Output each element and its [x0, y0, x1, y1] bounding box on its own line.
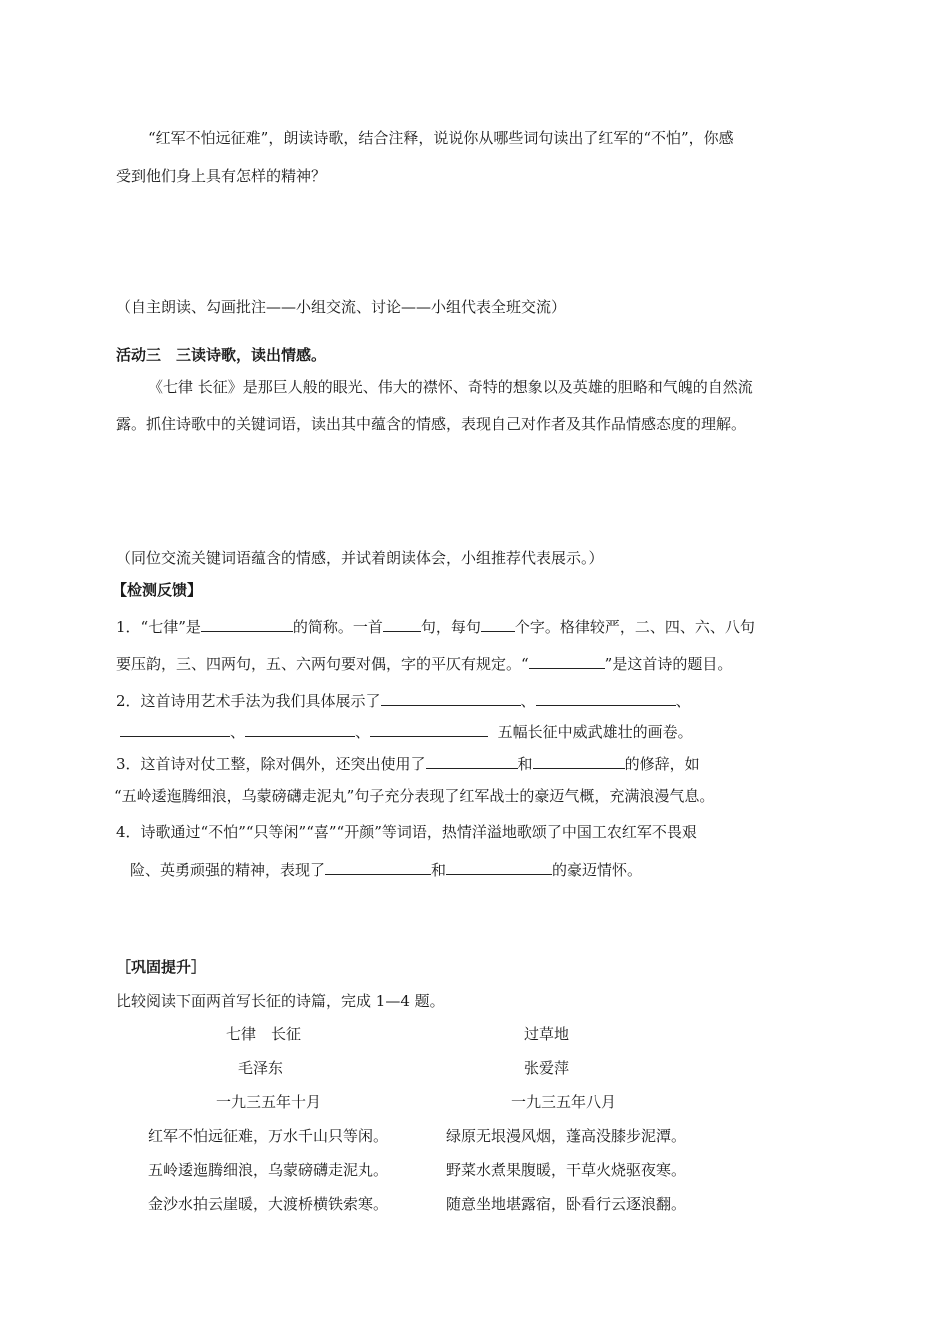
q1-blank-2[interactable] [383, 615, 421, 632]
q3-line-2: “五岭逶迤腾细浪，乌蒙磅礴走泥丸”句子充分表现了红军战士的豪迈气概，充满浪漫气息。 [114, 787, 715, 805]
note-2: （同位交流关键词语蕴含的情感，并试着朗读体会，小组推荐代表展示。） [116, 549, 604, 567]
q4-text-c: 和 [431, 861, 447, 879]
consolidate-instruction: 比较阅读下面两首写长征的诗篇，完成 1—4 题。 [116, 992, 445, 1010]
activity3-title: 活动三 三读诗歌，读出情感。 [116, 346, 327, 364]
q1-blank-1[interactable] [201, 615, 293, 632]
q2-blank-2[interactable] [536, 689, 676, 706]
q1-text-e: 要压韵，三、四两句，五、六两句要对偶，字的平仄有规定。“ [116, 655, 529, 673]
q2-text-a: 2．这首诗用艺术手法为我们具体展示了 [116, 692, 381, 710]
q2-sep: 、 [675, 692, 691, 710]
q1-line-1 [116, 615, 755, 637]
q2-blank-4[interactable] [245, 720, 355, 737]
activity3-line-1: 《七律 长征》是那巨人般的眼光、伟大的襟怀、奇特的想象以及英雄的胆略和气魄的自然流 [148, 378, 753, 396]
poem-right-line-3: 随意坐地堪露宿，卧看行云逐浪翻。 [446, 1195, 687, 1213]
poem-right-line-1: 绿原无垠漫风烟，蓬高没膝步泥潭。 [446, 1127, 687, 1145]
poem-right-date: 一九三五年八月 [511, 1093, 617, 1111]
note-1: （自主朗读、勾画批注——小组交流、讨论——小组代表全班交流） [116, 298, 567, 316]
q3-blank-1[interactable] [426, 752, 518, 769]
q2-text-end: 五幅长征中威武雄壮的画卷。 [497, 723, 693, 741]
q3-text-b: 和 [517, 755, 533, 773]
q2-line-1 [116, 689, 691, 711]
poem-left-line-3: 金沙水拍云崖暖，大渡桥横铁索寒。 [148, 1195, 389, 1213]
q2-line-2 [120, 720, 693, 742]
q3-text-c: 的修辞，如 [624, 755, 700, 773]
q3-line-1 [116, 752, 700, 774]
q2-sep: 、 [355, 723, 371, 741]
q1-text-c: 句，每句 [420, 618, 481, 636]
q4-blank-2[interactable] [446, 858, 552, 875]
q1-text-f: ”是这首诗的题目。 [604, 655, 733, 673]
q4-blank-1[interactable] [325, 858, 431, 875]
q1-text-d: 个字。格律较严，二、四、六、八句 [514, 618, 755, 636]
feedback-title: 【检测反馈】 [112, 581, 203, 599]
consolidate-title: ［巩固提升］ [116, 958, 207, 976]
q1-blank-4[interactable] [529, 652, 605, 669]
q1-line-2 [116, 652, 732, 674]
q2-sep: 、 [520, 692, 536, 710]
q4-line-2 [130, 858, 642, 880]
q3-blank-2[interactable] [533, 752, 625, 769]
q4-text-d: 的豪迈情怀。 [552, 861, 643, 879]
q4-line-1: 4．诗歌通过“不怕”“只等闲”“喜”“开颜”等词语，热情洋溢地歌颂了中国工农红军不畏艰 [116, 823, 697, 841]
q1-text-a: 1．“七律”是 [116, 618, 201, 636]
activity3-line-2: 露。抓住诗歌中的关键词语，读出其中蕴含的情感，表现自己对作者及其作品情感态度的理解。 [116, 415, 747, 433]
q1-blank-3[interactable] [481, 615, 515, 632]
q2-blank-3[interactable] [120, 720, 230, 737]
q4-text-b: 险、英勇顽强的精神，表现了 [130, 861, 326, 879]
poem-left-line-2: 五岭逶迤腾细浪，乌蒙磅礴走泥丸。 [148, 1161, 389, 1179]
poem-left-author: 毛泽东 [238, 1059, 284, 1077]
poem-right-title: 过草地 [524, 1025, 570, 1043]
intro-line-2: 受到他们身上具有怎样的精神？ [116, 167, 327, 185]
poem-right-author: 张爱萍 [524, 1059, 570, 1077]
intro-line-1: “红军不怕远征难”，朗读诗歌，结合注释，说说你从哪些词句读出了红军的“不怕”，你感 [148, 129, 734, 147]
q3-text-a: 3．这首诗对仗工整，除对偶外，还突出使用了 [116, 755, 426, 773]
q2-blank-5[interactable] [370, 720, 488, 737]
poem-left-date: 一九三五年十月 [216, 1093, 322, 1111]
poem-right-line-2: 野菜水煮果腹暖，干草火烧驱夜寒。 [446, 1161, 687, 1179]
q1-text-b: 的简称。一首 [292, 618, 383, 636]
q2-blank-1[interactable] [381, 689, 521, 706]
poem-left-line-1: 红军不怕远征难，万水千山只等闲。 [148, 1127, 389, 1145]
q2-sep: 、 [230, 723, 246, 741]
poem-left-title: 七律 长征 [226, 1025, 302, 1043]
